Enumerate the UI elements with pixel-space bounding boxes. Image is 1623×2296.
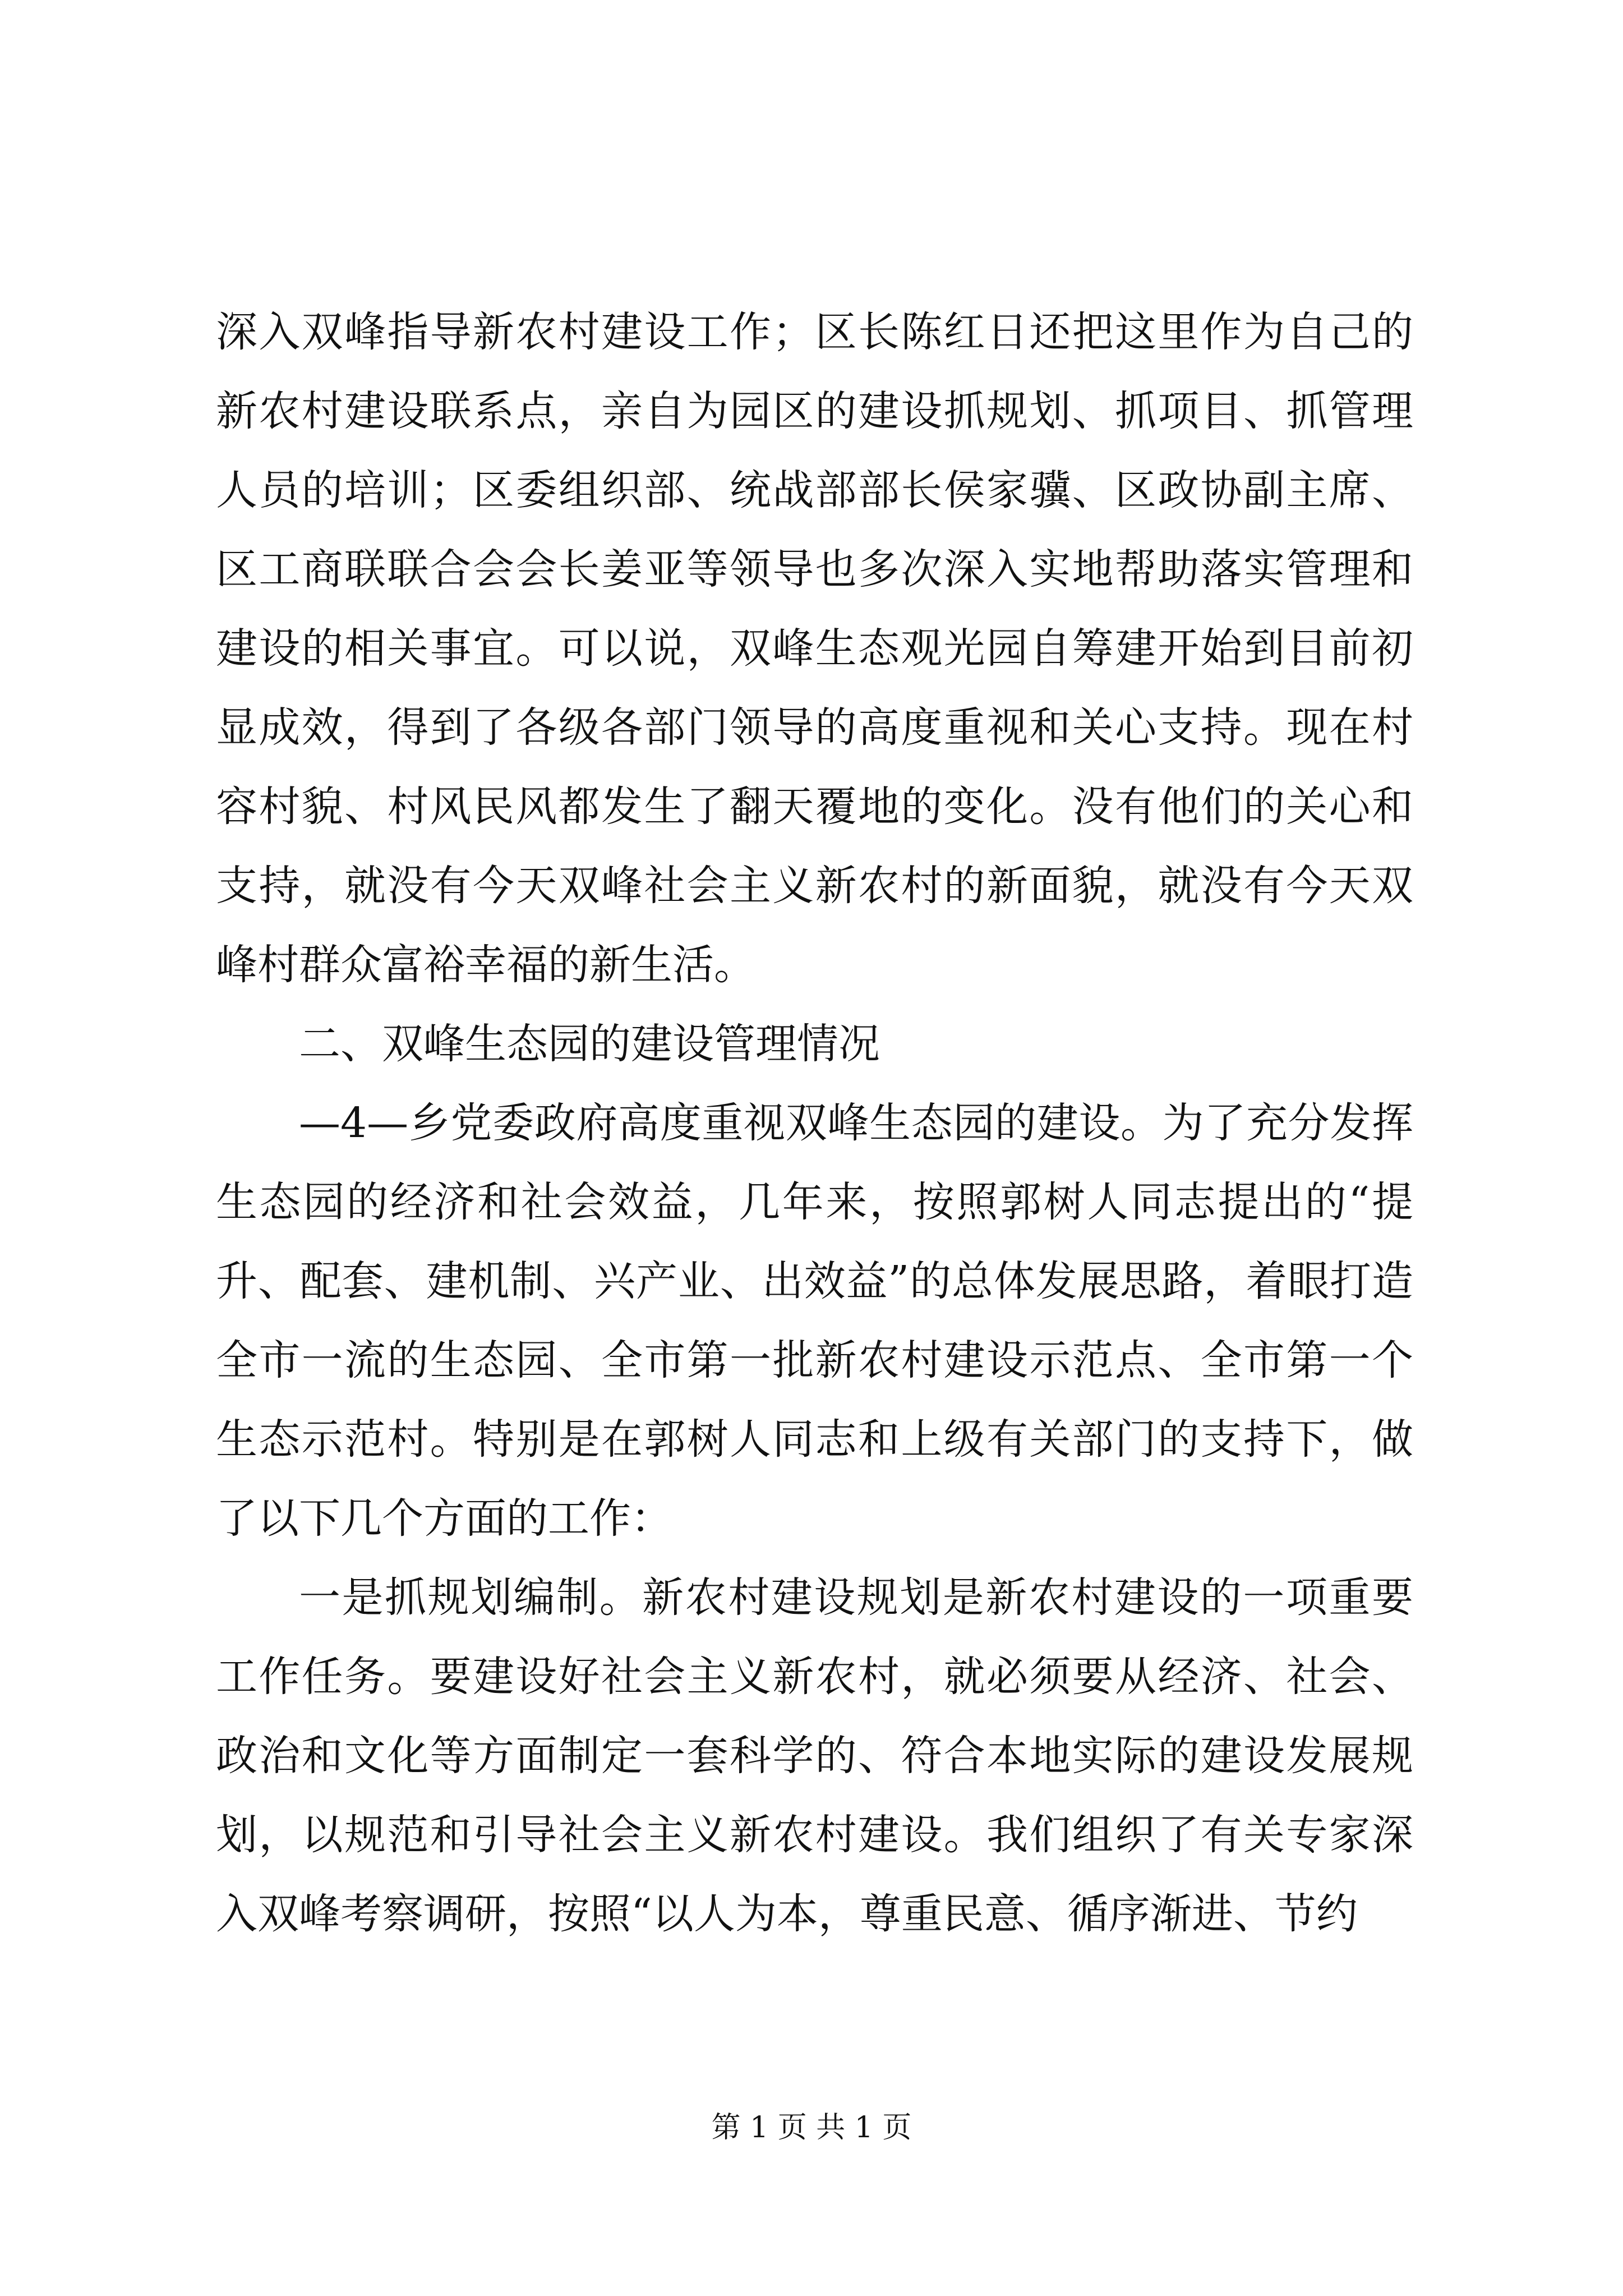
page-footer: 第 1 页 共 1 页 [711,2111,912,2145]
paragraph-continuation: 深入双峰指导新农村建设工作；区长陈红日还把这里作为自己的新农村建设联系点，亲自为园区的建设抓规划、抓项目、抓管理人员的培训；区委组织部、统战部部长侯家骥、区政协副主席、区工商联联合会会长姜亚等领导也多次深入实地帮助落实管理和建设的相关事宜。可以说，双峰生态观光园自筹建开始到目前初显成效，得到了各级各部门领导的高度重视和关心支持。现在村容村貌、村风民风都发生了翻天覆地的变化。没有他们的关心和支持，就没有今天双峰社会主义新农村的新面貌，就没有今天双峰村群众富裕幸福的新生活。 [216,308,1413,989]
paragraph-planning: 一是抓规划编制。新农村建设规划是新农村建设的一项重要工作任务。要建设好社会主义新农村，就必须要从经济、社会、政治和文化等方面制定一套科学的、符合本地实际的建设发展规划，以规范和引导社会主义新农村建设。我们组织了有关专家深入双峰考察调研，按照“以人为本，尊重民意、循序渐进、节约 [216,1573,1413,1938]
section-heading: 二、双峰生态园的建设管理情况 [299,1020,880,1068]
paragraph-construction: —4—乡党委政府高度重视双峰生态园的建设。为了充分发挥生态园的经济和社会效益，几年来，按照郭树人同志提出的“提升、配套、建机制、兴产业、出效益”的总体发展思路，着眼打造全市一流的生态园、全市第一批新农村建设示范点、全市第一个生态示范村。特别是在郭树人同志和上级有关部门的支持下，做了以下几个方面的工作： [216,1099,1413,1543]
document-body [216,293,1413,1954]
